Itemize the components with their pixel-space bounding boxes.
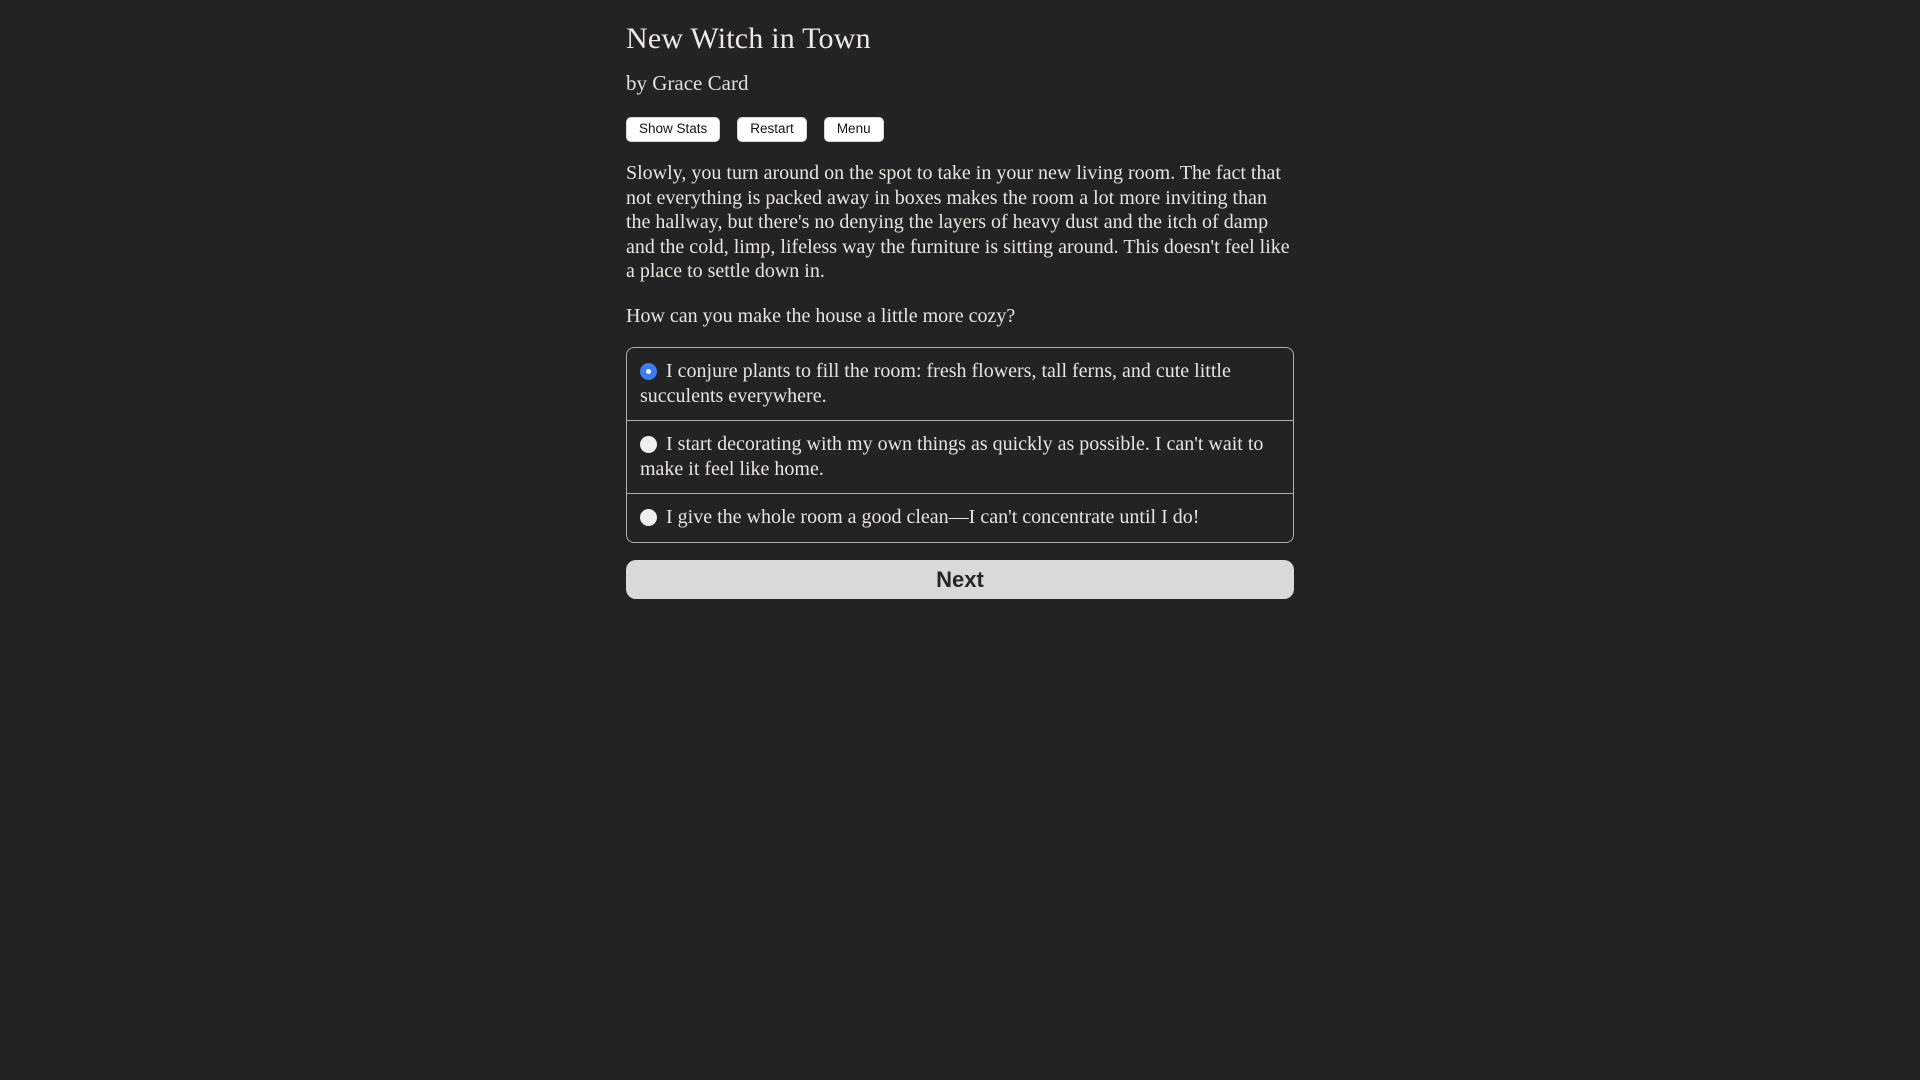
toolbar (626, 117, 1294, 142)
author-byline: by Grace Card (626, 71, 749, 95)
page-title: New Witch in Town (626, 22, 871, 55)
story-question: How can you make the house a little more cozy? (626, 304, 1016, 327)
choice-option-3[interactable] (627, 493, 1293, 542)
menu-button[interactable]: Menu (824, 117, 884, 142)
radio-button-icon[interactable] (640, 436, 657, 453)
radio-button-icon[interactable] (640, 509, 657, 526)
choice-option-label: I conjure plants to fill the room: fresh flowers, tall ferns, and cute little succulents everywhere. (640, 360, 1231, 407)
choice-option-2[interactable] (627, 420, 1293, 493)
choice-group (626, 347, 1294, 543)
restart-button[interactable]: Restart (737, 117, 807, 142)
radio-button-icon[interactable] (640, 363, 657, 380)
story-paragraph: Slowly, you turn around on the spot to take in your new living room. The fact that not everything is packed away in boxes makes the room a lot more inviting than the hallway, but there's no denying the layers of heavy dust and the itch of damp and the cold, limp, lifeless way the furniture is sitting around. This doesn't feel like a place to settle down in. (626, 162, 1290, 283)
choice-option-label: I give the whole room a good clean—I can't concentrate until I do! (666, 506, 1200, 529)
choice-option-label: I start decorating with my own things as quickly as possible. I can't wait to make it feel like home. (640, 433, 1264, 480)
story-page (626, 0, 1294, 599)
show-stats-button[interactable]: Show Stats (626, 117, 720, 142)
next-button[interactable]: Next (626, 560, 1294, 599)
choice-option-1[interactable] (627, 348, 1293, 420)
